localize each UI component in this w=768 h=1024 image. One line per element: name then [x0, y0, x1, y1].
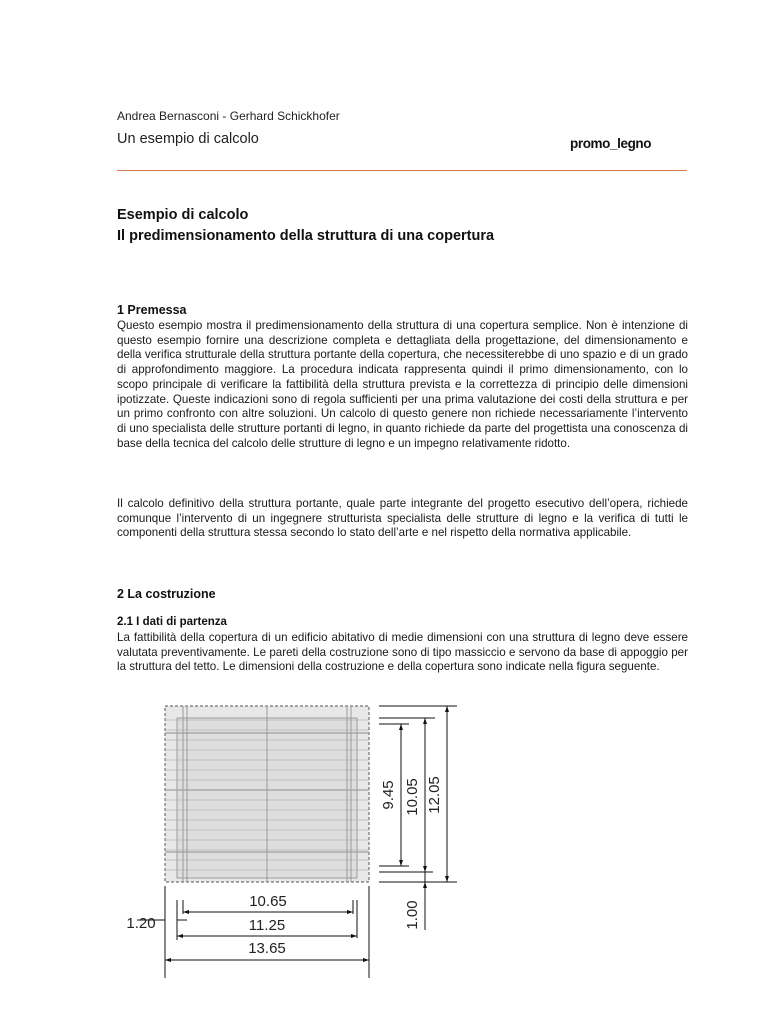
- paragraph-premessa-1: Questo esempio mostra il predimensionamento della struttura di una copertura semplice. Non è intenzione di questo esempio fornire una descrizione completa e dettagliata della progettazione, del dimensionamento e della verifica strutturale della struttura portante della copertura, che necessiterebbe di uno spazio e di un grado di approfondimento maggiore. La procedura indicata rappresenta quindi il primo dimensionamento, con lo scopo principale di verificare la fattibilità della struttura prevista e la correttezza di principio delle dimensioni ipotizzate. Queste indicazioni sono di regola sufficienti per una prima valutazione dei costi della struttura e per un primo confronto con altre soluzioni. Un calcolo di questo genere non richiede necessariamente l’intervento di uno specialista delle strutture portanti di legno, in quanto richiede da parte del progettista una conoscenza di base della tecnica del calcolo delle strutture di legno e un impegno relativamente ridotto.: [117, 319, 688, 450]
- section-heading-costruzione: 2 La costruzione: [117, 587, 216, 601]
- vertical-dimensions: [379, 706, 457, 930]
- subsection-heading-dati: 2.1 I dati di partenza: [117, 616, 227, 628]
- dim-label-1-00: 1.00: [404, 900, 421, 930]
- paragraph-premessa-2: Il calcolo definitivo della struttura portante, quale parte integrante del progetto esecutivo dell’opera, richiede comunque l’intervento di un ingegnere strutturista specialista delle strutture di legno e la verifica di tutti le componenti della struttura stessa secondo lo stato dell’arte e nel rispetto della normativa applicabile.: [117, 497, 688, 540]
- header-divider: [117, 170, 687, 171]
- title-line-1: Esempio di calcolo: [117, 207, 249, 223]
- dim-label-10-65: 10.65: [249, 893, 287, 910]
- title-line-2: Il predimensionamento della struttura di una copertura: [117, 228, 495, 244]
- document-title: [117, 205, 494, 247]
- dim-label-9-45: 9.45: [380, 780, 397, 810]
- document-subtitle: Un esempio di calcolo: [117, 131, 259, 147]
- section-heading-premessa: 1 Premessa: [117, 303, 187, 317]
- dim-label-13-65: 13.65: [248, 940, 286, 957]
- paragraph-costruzione-1: La fattibilità della copertura di un edificio abitativo di medie dimensioni con una struttura di legno deve essere valutata preventivamente. Le pareti della costruzione sono di tipo massiccio e servono da base di appoggio per la struttura del tetto. Le dimensioni della costruzione e della copertura sono indicate nella figura seguente.: [117, 631, 688, 674]
- floor-plan-figure: [117, 700, 477, 990]
- roof-plan: [165, 706, 369, 882]
- authors: Andrea Bernasconi - Gerhard Schickhofer: [117, 109, 340, 123]
- dim-label-11-25: 11.25: [248, 917, 286, 934]
- dim-label-12-05: 12.05: [426, 776, 443, 814]
- brand-logo: promo_legno: [570, 136, 652, 151]
- dim-label-1-20: 1.20: [126, 915, 156, 932]
- dim-label-10-05: 10.05: [404, 778, 421, 816]
